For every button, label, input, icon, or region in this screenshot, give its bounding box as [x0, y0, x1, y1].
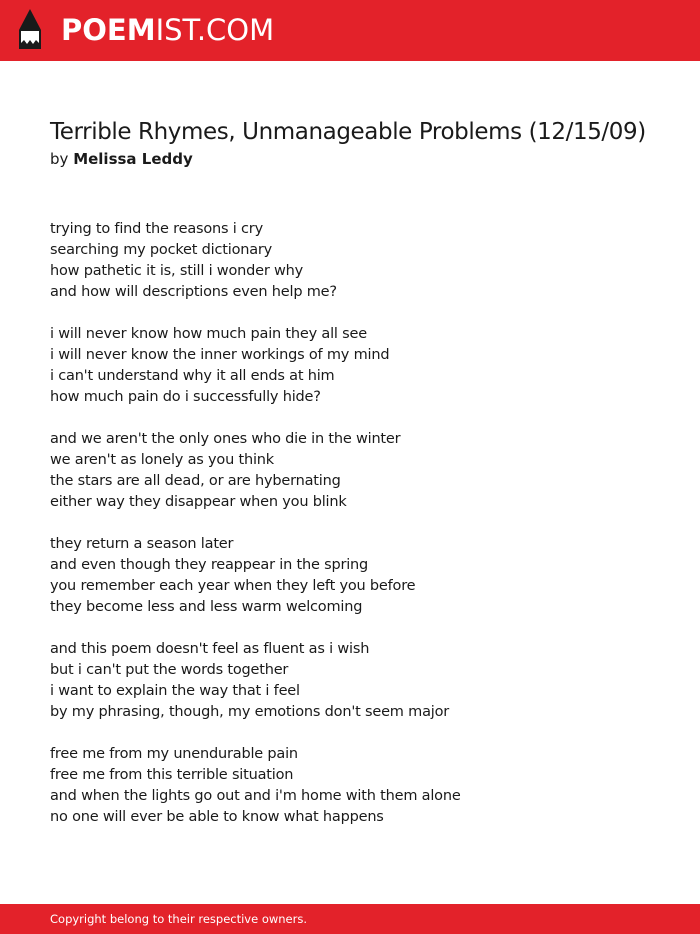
poem-line: either way they disappear when you blink — [50, 494, 347, 510]
poem-line: but i can't put the words together — [50, 662, 289, 678]
poem-line: they become less and less warm welcoming — [50, 599, 363, 615]
stanza — [50, 534, 670, 618]
poem-line: and when the lights go out and i'm home with them alone — [50, 788, 461, 804]
poem-line: searching my pocket dictionary — [50, 242, 273, 258]
poem-line: they return a season later — [50, 536, 234, 552]
poem-title: Terrible Rhymes, Unmanageable Problems (12/15/09) — [50, 119, 646, 145]
logo-text-light: IST.COM — [155, 13, 275, 47]
stanza — [50, 639, 670, 723]
stanza — [50, 744, 670, 828]
poem-body — [50, 219, 670, 849]
site-logo[interactable] — [61, 12, 274, 48]
poem-line: i will never know how much pain they all see — [50, 326, 367, 342]
author-name: Melissa Leddy — [73, 150, 193, 168]
poem-line: we aren't as lonely as you think — [50, 452, 274, 468]
poem-line: no one will ever be able to know what happens — [50, 809, 384, 825]
poem-line: and we aren't the only ones who die in the winter — [50, 431, 401, 447]
stanza — [50, 429, 670, 513]
poem-line: by my phrasing, though, my emotions don't seem major — [50, 704, 450, 720]
copyright-notice: Copyright belong to their respective owners. — [50, 912, 308, 926]
poem-line: i can't understand why it all ends at him — [50, 368, 335, 384]
poem-line: the stars are all dead, or are hybernating — [50, 473, 341, 489]
poem-line: and this poem doesn't feel as fluent as i wish — [50, 641, 370, 657]
poem-line: free me from my unendurable pain — [50, 746, 298, 762]
poem-line: you remember each year when they left you before — [50, 578, 416, 594]
poem-line: trying to find the reasons i cry — [50, 221, 263, 237]
poem-line: i want to explain the way that i feel — [50, 683, 300, 699]
poem-line: free me from this terrible situation — [50, 767, 294, 783]
poem-line: i will never know the inner workings of my mind — [50, 347, 390, 363]
poem-line: and how will descriptions even help me? — [50, 284, 337, 300]
stanza — [50, 324, 670, 408]
pencil-tip-icon — [17, 9, 43, 51]
poem-line: and even though they reappear in the spring — [50, 557, 369, 573]
logo-text-bold: POEM — [61, 13, 156, 47]
poem-byline — [50, 149, 193, 169]
by-label: by — [50, 150, 69, 168]
stanza — [50, 219, 670, 303]
poem-line: how much pain do i successfully hide? — [50, 389, 321, 405]
site-header — [0, 0, 700, 61]
poem-line: how pathetic it is, still i wonder why — [50, 263, 304, 279]
site-footer — [0, 904, 700, 934]
